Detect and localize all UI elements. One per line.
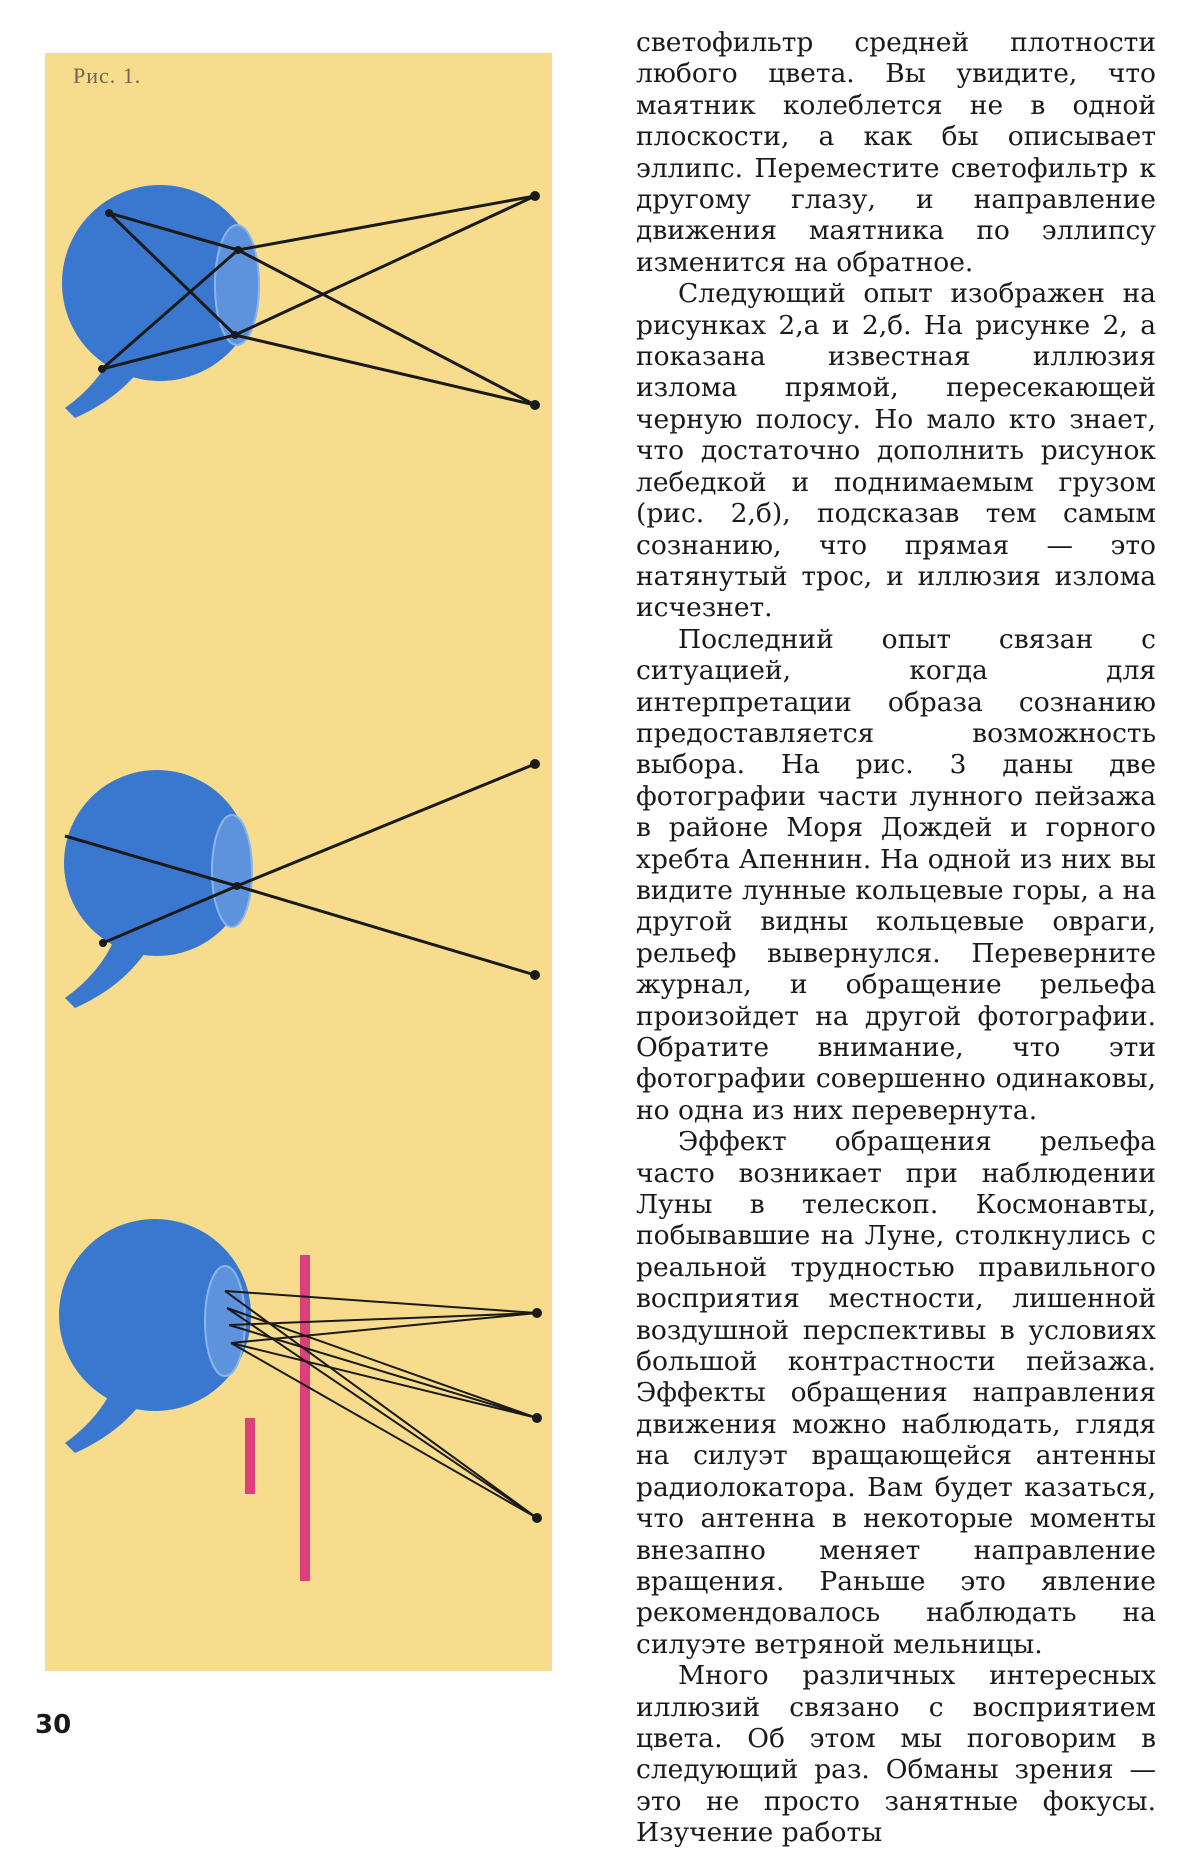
eye-diagram-2 (64, 759, 540, 1008)
large-filter (300, 1255, 310, 1581)
small-filter (245, 1418, 255, 1494)
paragraph: Эффект обращения рельефа часто возникает при наблюдении Луны в телескоп. Космонавты, побывавшие на Луне, столкнулись с реальной трудностью правильного восприятия местности, лишенной воздушной перспективы в условиях большой контрастности пейзажа. Эффекты обращения направления движения можно наблюдать, глядя на силуэт вращающейся антенны радиолокатора. Вам будет казаться, что антенна в некоторые моменты внезапно меняет направление вращения. Раньше это явление рекомендовалось наблюдать на силуэте ветряной мельницы. (636, 1126, 1156, 1660)
eye-diagram-3 (59, 1219, 542, 1581)
figure-panel (45, 53, 552, 1671)
points-3 (532, 1308, 542, 1523)
page-number: 30 (35, 1710, 72, 1740)
paragraph: светофильтр средней плотности любого цвета. Вы увидите, что маятник колеблется не в одной плоскости, а как бы описывает эллипс. Переместите светофильтр к другому глазу, и направление движения маятника по эллипсу изменится на обратное. (636, 27, 1156, 278)
paragraph: Последний опыт связан с ситуацией, когда для интерпретации образа сознанию предоставляется возможность выбора. На рис. 3 даны две фотографии части лунного пейзажа в районе Моря Дождей и горного хребта Апеннин. На одной из них вы видите лунные кольцевые горы, а на другой видны кольцевые овраги, рельеф вывернулся. Переверните журнал, и обращение рельефа произойдет на другой фотографии. Обратите внимание, что эти фотографии совершенно одинаковы, но одна из них перевернута. (636, 623, 1156, 1126)
paragraph: Много различных интересных иллюзий связано с восприятием цвета. Об этом мы поговорим в следующий раз. Обманы зрения — это не просто занятные фокусы. Изучение работы (636, 1660, 1156, 1849)
lens-3 (205, 1266, 245, 1376)
eye-diagram-1 (62, 185, 540, 418)
paragraph: Следующий опыт изображен на рисунках 2,а и 2,б. На рисунке 2, а показана известная иллюзия излома прямой, пересекающей черную полосу. Но мало кто знает, что достаточно дополнить рисунок лебедкой и поднимаемым грузом (рис. 2,б), подсказав тем самым сознанию, что прямая — это натянутый трос, и иллюзия излома исчезнет. (636, 278, 1156, 624)
lens-2 (212, 815, 252, 927)
rays-3 (225, 1291, 537, 1518)
eye-diagrams (45, 53, 552, 1671)
figure-caption: Рис. 1. (73, 63, 142, 88)
article-text (636, 27, 1156, 1849)
